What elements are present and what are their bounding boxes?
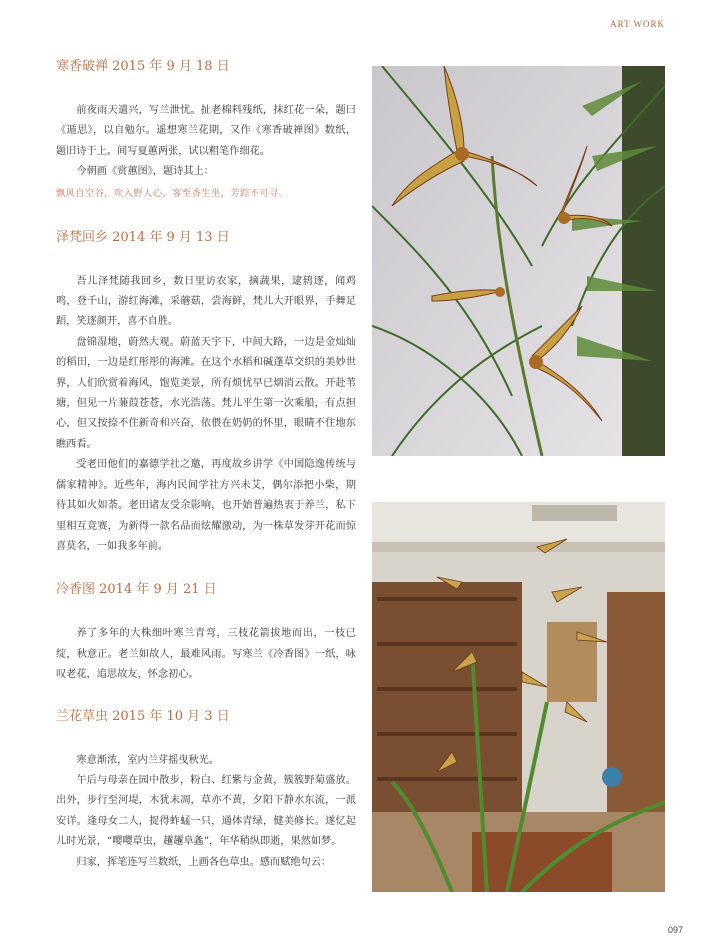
- paragraph: 受老田他们的嘉德学社之邀，再度故乡讲学《中国隐逸传统与儒家精神》。近些年，海内民间学社方兴未艾，偶尔添把小柴，期待其如火如荼。老田诸友受余影响，也开始普遍热衷于养兰，私下里相互竞赛，为新得一款名品而炫耀激动，为一株草发芽开花而惊喜莫名，一如我多年前。: [56, 459, 356, 552]
- page-number: 097: [667, 925, 683, 935]
- section-title: 兰花草虫 2015 年 10 月 3 日: [56, 708, 230, 724]
- section-title: 冷香图 2014 年 9 月 21 日: [56, 582, 217, 598]
- paragraph: 归家，挥笔连写兰数纸，上画各色草虫。感而赋绝句云：: [76, 856, 332, 868]
- paragraph: 今朝画《赏蕙图》，题诗其上：: [76, 166, 214, 178]
- paragraph: 午后与母亲在园中散步，粉白、红紫与金黄，簇簇野菊盛放。出外，步行至河堤，木犹未凋，草亦不黄，夕阳下静水东流，一派安详。逢母女二人，捉得蚱蜢一只，通体青绿，健美修长。遂忆起儿时光景，“嘤嘤草虫，趯趯阜螽”，年华稍纵即逝，果然如梦。: [56, 774, 356, 848]
- section-title: 寒香破禅 2015 年 9 月 18 日: [56, 59, 230, 74]
- paragraph: 吾儿泽梵随我回乡，数日里访农家，摘蔬果，逮鸫逐，闻鸡鸣，登千山，游红海滩，采蘑菇，尝海鲜，梵儿大开眼界，手舞足蹈，笑逐颜开，喜不自胜。: [56, 275, 356, 328]
- paragraph: 养了多年的大株细叶寒兰青弯，三枝花箭拔地而出，一枝已绽，秋意正。老兰如故人，最难风雨。写寒兰《冷香图》一纸，咏叹老花，追思故友，怀念初心。: [56, 628, 356, 681]
- section-lengxiang: [56, 581, 356, 685]
- orchid-closeup-photo: [372, 66, 665, 456]
- article-text: [56, 58, 356, 873]
- section-zefan: [56, 229, 356, 558]
- section-lanhua: [56, 708, 356, 873]
- section-tag: ART WORK: [610, 19, 665, 29]
- paragraph: 寒意渐浓，室内兰芽摇曳秋光。: [76, 754, 220, 766]
- section-title: 泽梵回乡 2014 年 9 月 13 日: [56, 229, 230, 245]
- paragraph: 前夜雨天遣兴，写兰泄忧。扯老棉料残纸，抹红花一朵，题曰《遁思》，以自勉尔。遥想寒兰花期，又作《寒香破禅图》数纸，题旧诗于上。间写夏蕙两张，试以粗笔作细花。: [56, 105, 356, 157]
- poem-line: 飘风自空谷，吹入野人心。客至香生坐，芳踪不可寻。: [56, 187, 289, 199]
- section-hanxiang: [56, 58, 356, 203]
- paragraph: 盘锦湿地，蔚然大观。蔚蓝天宇下，中间大路，一边是金灿灿的稻田，一边是红彤彤的海滩。在这个水稻和碱蓬草交织的美妙世界，人们欣赏着海风，饱览美景，所有烦忧早已烟消云散。开赴苇塘，但见一片蒹葭苍苍，水光浩荡。梵儿平生第一次乘船，有点担心，但又按捺不住新奇和兴奋，依偎在奶奶的怀里，眼睛不住地东瞧西看。: [56, 336, 356, 450]
- orchid-interior-photo: [372, 502, 665, 892]
